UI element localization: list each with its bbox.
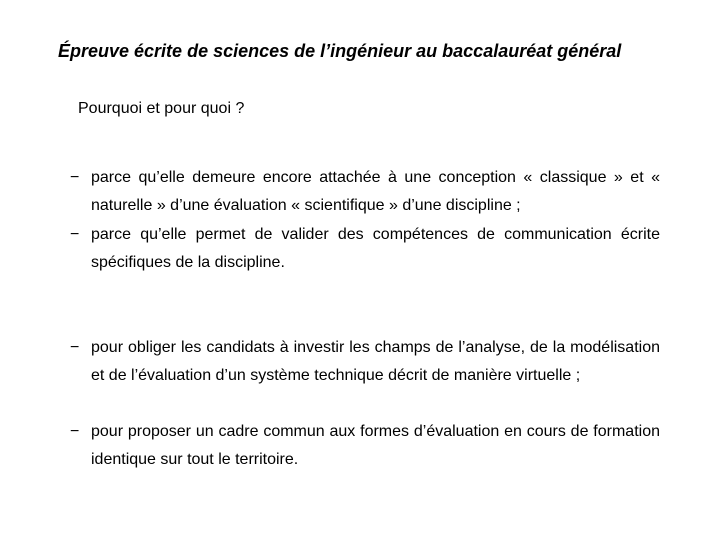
list-item-text: pour obliger les candidats à investir les champs de l’analyse, de la modélisation et de l’évaluation d’un système technique décrit de manière virtuelle ; (91, 339, 660, 384)
bullet-dash: − (70, 226, 80, 243)
list-item (70, 334, 660, 390)
list-item-text: parce qu’elle permet de valider des compétences de communication écrite spécifiques de la discipline. (91, 226, 660, 271)
list-item-text: pour proposer un cadre commun aux formes d’évaluation en cours de formation identique sur tout le territoire. (91, 423, 660, 468)
list-item (70, 164, 660, 220)
bullet-dash: − (70, 169, 80, 186)
page-title: Épreuve écrite de sciences de l’ingénieur au baccalauréat général (58, 41, 622, 61)
bullet-dash: − (70, 339, 80, 356)
list-item-text: parce qu’elle demeure encore attachée à une conception « classique » et « naturelle » d’une évaluation « scientifique » d’une discipline ; (91, 169, 660, 214)
page-subtitle: Pourquoi et pour quoi ? (78, 100, 245, 117)
bullet-dash: − (70, 423, 80, 440)
list-item (70, 418, 660, 474)
list-item (70, 221, 660, 277)
